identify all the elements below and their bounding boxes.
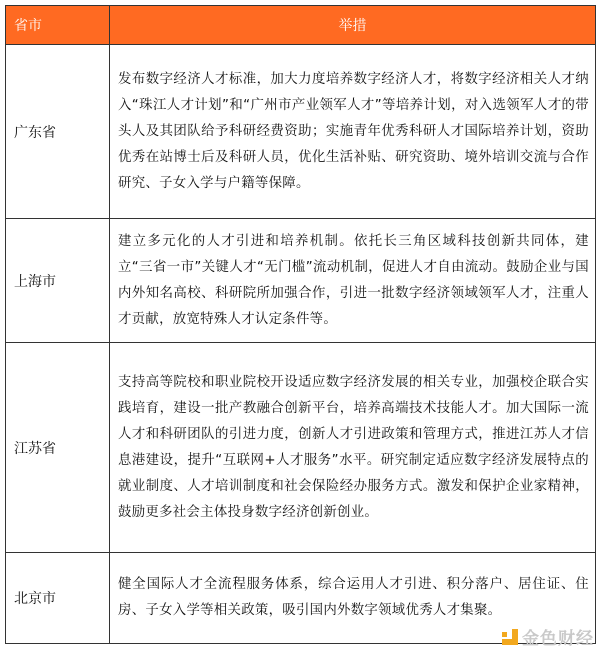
measures-cell: 发布数字经济人才标准，加大力度培养数字经济人才，将数字经济相关人才纳入“珠江人才计划”和“广州市产业领军人才”等培养计划，对入选领军人才的带头人及其团队给予科研经费资助；实施青年优秀科研人才国际培养计划，资助优秀在站博士后及科研人员，优化生活补贴、研究资助、境外培训交流与合作研究、子女入学与户籍等保障。 (110, 45, 596, 219)
measures-cell: 建立多元化的人才引进和培养机制。依托长三角区域科技创新共同体，建立“三省一市”关键人才“无门槛”流动机制，促进人才自由流动。鼓励企业与国内外知名高校、科研院所加强合作，引进一批数字经济领域领军人才，注重人才贡献，放宽特殊人才认定条件等。 (110, 219, 596, 343)
table-header-row (6, 6, 596, 45)
table-row (6, 219, 596, 343)
province-cell: 上海市 (6, 219, 110, 343)
measures-cell: 支持高等院校和职业院校开设适应数字经济发展的相关专业，加强校企联合实践培育，建设一批产教融合创新平台，培养高端技术技能人才。加大国际一流人才和科研团队的引进力度，创新人才引进政策和管理方式，推进江苏人才信息港建设，提升“互联网+人才服务”水平。研究制定适应数字经济发展特点的就业制度、人才培训制度和社会保险经办服务方式。激发和保护企业家精神，鼓励更多社会主体投身数字经济创新创业。 (110, 343, 596, 553)
header-province: 省市 (6, 6, 110, 45)
watermark (502, 624, 594, 649)
measures-cell: 健全国际人才全流程服务体系，综合运用人才引进、积分落户、居住证、住房、子女入学等相关政策，吸引国内外数字领域优秀人才集聚。 (110, 553, 596, 644)
table-row (6, 45, 596, 219)
watermark-text: 金色财经 (522, 629, 594, 649)
table-row (6, 343, 596, 553)
policy-table (5, 5, 596, 644)
jinse-logo-icon (502, 629, 518, 645)
province-cell: 广东省 (6, 45, 110, 219)
header-measures: 举措 (110, 6, 596, 45)
province-cell: 江苏省 (6, 343, 110, 553)
province-cell: 北京市 (6, 553, 110, 644)
